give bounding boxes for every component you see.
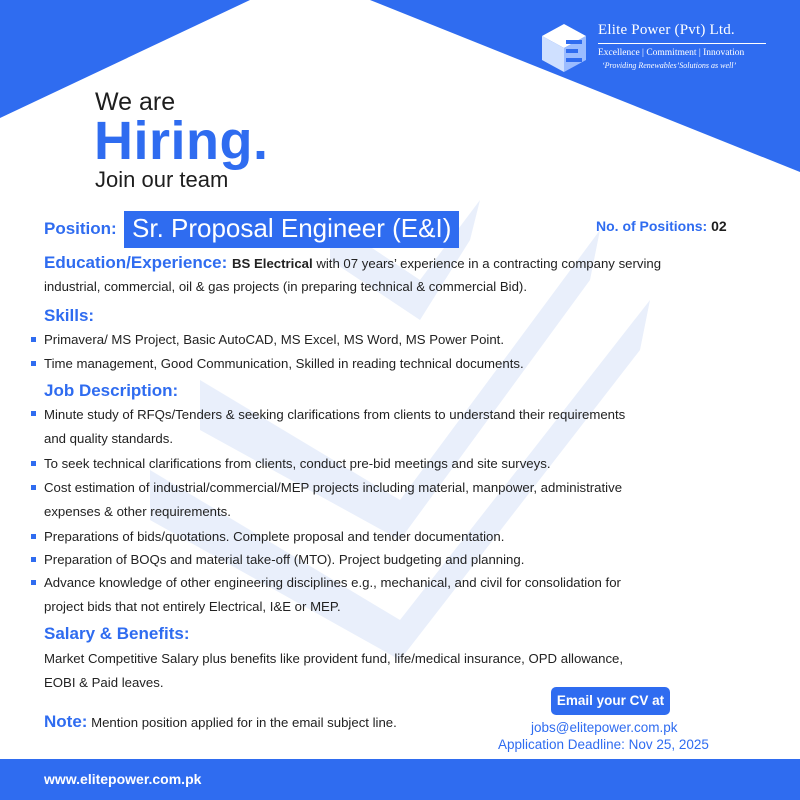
- job-item: Advance knowledge of other engineering disciplines e.g., mechanical, and civil for consolidation for: [44, 575, 621, 590]
- bullet-icon: [31, 557, 36, 562]
- skill-item: Primavera/ MS Project, Basic AutoCAD, MS Excel, MS Word, MS Power Point.: [44, 332, 504, 347]
- position-label: Position:: [44, 219, 117, 238]
- bullet-icon: [31, 337, 36, 342]
- note-text: Mention position applied for in the email subject line.: [87, 715, 397, 730]
- skills-heading: Skills:: [44, 306, 95, 325]
- job-item: To seek technical clarifications from clients, conduct pre-bid meetings and site surveys.: [44, 456, 551, 471]
- position-title: Sr. Proposal Engineer (E&I): [124, 211, 459, 248]
- job-item: Minute study of RFQs/Tenders & seeking clarifications from clients to understand their requirements: [44, 407, 626, 422]
- positions-count: [596, 218, 727, 234]
- note: [44, 712, 397, 732]
- salary-heading: Salary & Benefits:: [44, 624, 190, 643]
- company-slogan: ‘Providing Renewables’Solutions as well’: [602, 61, 737, 70]
- salary-line2: EOBI & Paid leaves.: [44, 675, 164, 690]
- education-line1: with 07 years’ experience in a contracting company serving: [312, 256, 662, 271]
- company-tagline: Excellence | Commitment | Innovation: [598, 48, 745, 58]
- bullet-icon: [31, 580, 36, 585]
- education-line2: industrial, commercial, oil & gas projects (in preparing technical & commercial Bid).: [44, 279, 527, 294]
- company-logo: [536, 18, 768, 76]
- company-name: Elite Power (Pvt) Ltd.: [598, 22, 735, 38]
- bullet-icon: [31, 461, 36, 466]
- website-link[interactable]: www.elitepower.com.pk: [44, 771, 202, 787]
- apply-email-link[interactable]: jobs@elitepower.com.pk: [531, 720, 678, 735]
- job-description-heading: Job Description:: [44, 381, 179, 400]
- bullet-icon: [31, 485, 36, 490]
- skill-item: Time management, Good Communication, Skilled in reading technical documents.: [44, 356, 524, 371]
- hero-we-are: We are: [95, 88, 176, 116]
- positions-count-value: 02: [711, 218, 727, 234]
- job-item: Cost estimation of industrial/commercial/MEP projects including material, manpower, administrative: [44, 480, 623, 495]
- job-item: Preparation of BOQs and material take-off (MTO). Project budgeting and planning.: [44, 552, 525, 567]
- job-item-continued: expenses & other requirements.: [44, 504, 231, 519]
- job-item: Preparations of bids/quotations. Complete proposal and tender documentation.: [44, 529, 505, 544]
- application-deadline: Application Deadline: Nov 25, 2025: [498, 737, 709, 752]
- salary-line1: Market Competitive Salary plus benefits like provident fund, life/medical insurance, OPD allowance,: [44, 651, 624, 666]
- bullet-icon: [31, 411, 36, 416]
- bullet-icon: [31, 534, 36, 539]
- hero-hiring: Hiring.: [94, 111, 269, 171]
- bullet-icon: [31, 361, 36, 366]
- note-label: Note:: [44, 712, 88, 731]
- positions-count-label: No. of Positions:: [596, 218, 708, 234]
- job-item-continued: project bids that not entirely Electrical, I&E or MEP.: [44, 599, 341, 614]
- education-degree: BS Electrical: [232, 256, 313, 271]
- elite-power-logo-icon: [536, 18, 592, 74]
- email-cv-button[interactable]: Email your CV at: [551, 687, 670, 715]
- hero-join-team: Join our team: [95, 167, 229, 192]
- education-heading: Education/Experience:: [44, 253, 228, 272]
- education-section: [44, 253, 661, 273]
- job-item-continued: and quality standards.: [44, 431, 174, 446]
- logo-divider: [598, 43, 766, 44]
